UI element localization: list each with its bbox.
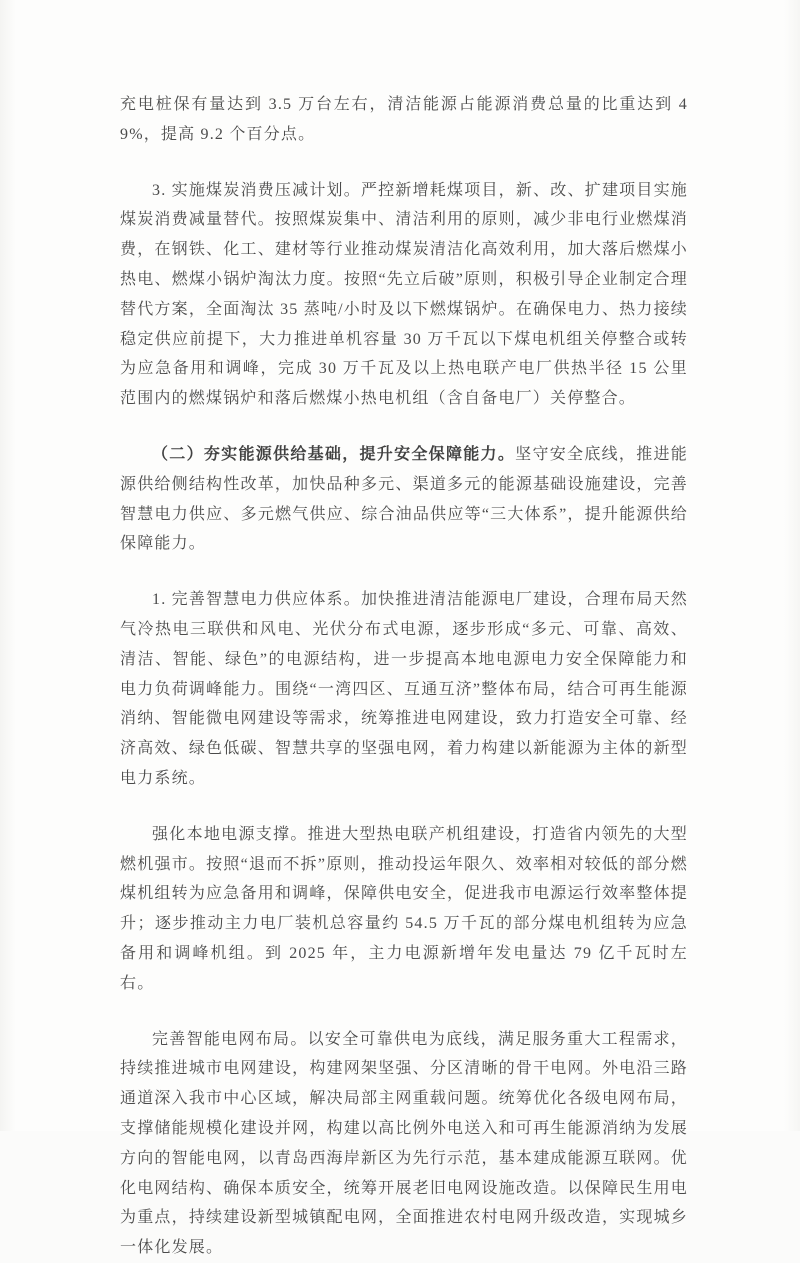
paragraph-section-2-heading: [120, 440, 688, 559]
paragraph-continuation: [120, 90, 688, 150]
paragraph-text: 完善智能电网布局。以安全可靠供电为底线，满足服务重大工程需求，持续推进城市电网建设，构建网架坚强、分区清晰的骨干电网。外电沿三路通道深入我市中心区域，解决局部主网重载问题。统筹优化各级电网布局，支撑储能规模化建设并网，构建以高比例外电送入和可再生能源消纳为发展方向的智能电网，以青岛西海岸新区为先行示范，基本建成能源互联网。优化电网结构、确保本质安全，统筹开展老旧电网设施改造。以保障民生用电为重点，持续建设新型城镇配电网，全面推进农村电网升级改造，实现城乡一体化发展。: [120, 1030, 688, 1257]
section-lead-bold: （二）夯实能源供给基础，提升安全保障能力。: [152, 445, 516, 463]
paragraph-text: 1. 完善智慧电力供应体系。加快推进清洁能源电厂建设，合理布局天然气冷热电三联供和风电、光伏分布式电源，逐步形成“多元、可靠、高效、清洁、智能、绿色”的电源结构，进一步提高本地电源电力安全保障能力和电力负荷调峰能力。围绕“一湾四区、互通互济”整体布局，结合可再生能源消纳、智能微电网建设等需求，统筹推进电网建设，致力打造安全可靠、经济高效、绿色低碳、智慧共享的坚强电网，着力构建以新能源为主体的新型电力系统。: [120, 591, 688, 787]
document-body: [120, 90, 688, 1263]
paragraph-text: 3. 实施煤炭消费压减计划。严控新增耗煤项目，新、改、扩建项目实施煤炭消费减量替代。按照煤炭集中、清洁利用的原则，减少非电行业燃煤消费，在钢铁、化工、建材等行业推动煤炭清洁化高效利用，加大落后燃煤小热电、燃煤小锅炉淘汰力度。按照“先立后破”原则，积极引导企业制定合理替代方案，全面淘汰 35 蒸吨/小时及以下燃煤锅炉。在确保电力、热力接续稳定供应前提下，大力推进单机容量 30 万千瓦以下煤电机组关停整合或转为应急备用和调峰，完成 30 万千瓦及以上热电联产电厂供热半径 15 公里范围内的燃煤锅炉和落后燃煤小热电机组（含自备电厂）关停整合。: [120, 181, 688, 408]
paragraph-local-power-support: [120, 820, 688, 999]
paragraph-text: 强化本地电源支撑。推进大型热电联产机组建设，打造省内领先的大型燃机强市。按照“退而不拆”原则，推动投运年限久、效率相对较低的部分燃煤机组转为应急备用和调峰，保障供电安全，促进我市电源运行效率整体提升；逐步推动主力电厂装机总容量约 54.5 万千瓦的部分煤电机组转为应急备用和调峰机组。到 2025 年，主力电源新增年发电量达 79 亿千瓦时左右。: [120, 825, 688, 992]
paragraph-smart-grid-layout: [120, 1025, 688, 1263]
paragraph-coal-reduction-plan: [120, 176, 688, 414]
paragraph-text: 坚守安全底线，推进能源供给侧结构性改革，加快品种多元、渠道多元的能源基础设施建设，完善智慧电力供应、多元燃气供应、综合油品供应等“三大体系”，提升能源供给保障能力。: [120, 445, 688, 553]
paragraph-text: 充电桩保有量达到 3.5 万台左右，清洁能源占能源消费总量的比重达到 49%，提高 9.2 个百分点。: [120, 96, 688, 143]
paragraph-smart-power-supply: [120, 585, 688, 794]
